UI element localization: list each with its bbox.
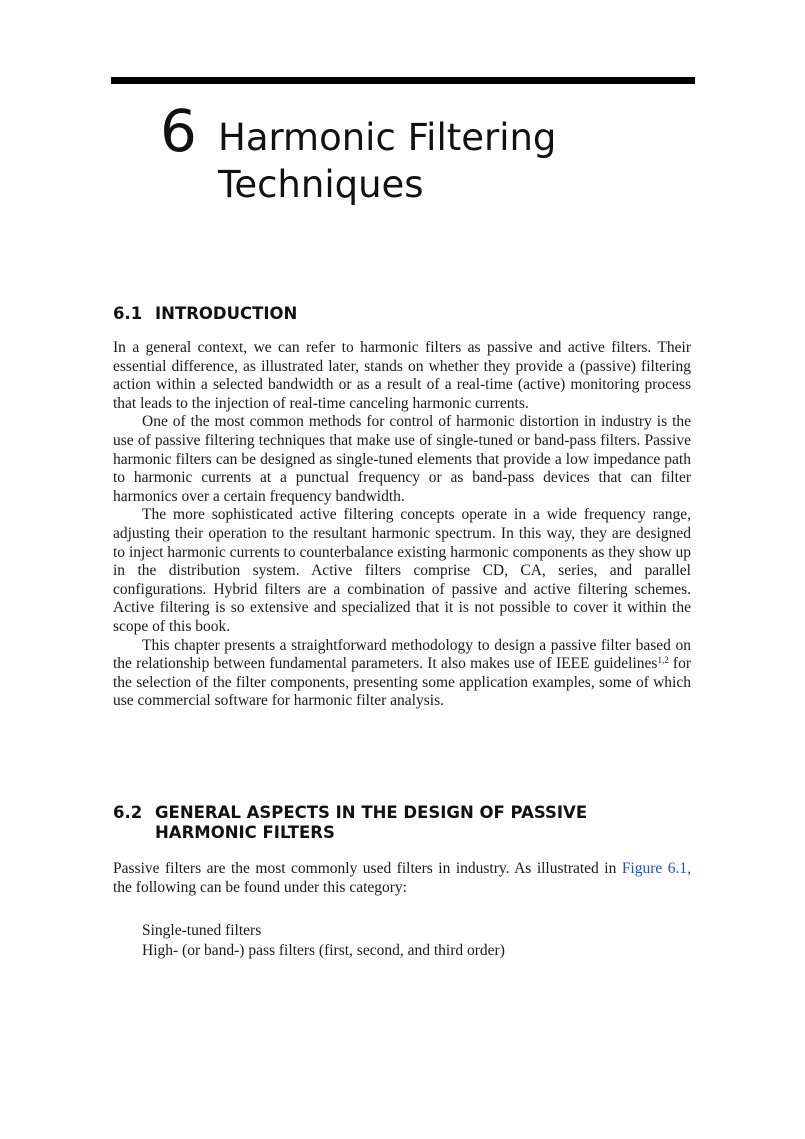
section-title-line1: GENERAL ASPECTS IN THE DESIGN OF PASSIVE	[155, 803, 588, 822]
paragraph: The more sophisticated active filtering concepts operate in a wide frequency range, adjusting their operation to the resultant harmonic spectrum. In this way, they are designed to inject harmonic currents to counterbalance existing harmonic components as they show up in the distribution system. Active filters comprise CD, CA, series, and parallel configurations. Hybrid filters are a combination of passive and active filtering schemes. Active filtering is so extensive and specialized that it is not possible to cover it within the scope of this book.	[113, 506, 691, 635]
section-body-general-aspects	[113, 860, 691, 897]
paragraph-text: Passive filters are the most commonly used filters in industry. As illustrated in	[113, 860, 622, 877]
list-item: High- (or band-) pass filters (first, second, and third order)	[142, 942, 505, 959]
chapter-number: 6	[160, 97, 197, 165]
filter-type-list	[142, 921, 505, 961]
paragraph-text: This chapter presents a straightforward methodology to design a passive filter based on the relationship between fundamental parameters. It also makes use of IEEE guidelines	[113, 636, 691, 673]
chapter-title	[218, 114, 556, 208]
paragraph	[113, 637, 691, 711]
chapter-top-rule	[111, 77, 695, 84]
paragraph: In a general context, we can refer to harmonic filters as passive and active filters. Their essential difference, as illustrated later, stands on whether they provide a (passive) filtering action within a selected bandwidth or as a result of a real-time (active) monitoring process that leads to the injection of real-time canceling harmonic currents.	[113, 339, 691, 412]
section-body-intro	[113, 339, 691, 711]
paragraph-text: for the selection of the filter components, presenting some application examples, some of which use commercial software for harmonic filter analysis.	[113, 655, 692, 710]
section-number: 6.2	[113, 803, 143, 822]
section-title-line2: HARMONIC FILTERS	[155, 823, 335, 842]
citation-superscript[interactable]: 1,2	[657, 655, 669, 666]
section-number: 6.1	[113, 304, 143, 323]
paragraph: One of the most common methods for control of harmonic distortion in industry is the use of passive filtering techniques that make use of single-tuned or band-pass filters. Passive harmonic filters can be designed as single-tuned elements that provide a low impedance path to harmonic currents at a punctual frequency or as band-pass devices that can filter harmonics over a certain frequency bandwidth.	[113, 413, 691, 505]
section-heading-intro	[113, 304, 297, 324]
paragraph	[113, 860, 691, 897]
chapter-title-line2: Techniques	[218, 163, 424, 206]
section-heading-general-aspects	[113, 803, 587, 843]
chapter-title-line1: Harmonic Filtering	[218, 116, 557, 159]
section-title: INTRODUCTION	[155, 304, 298, 323]
figure-link[interactable]: Figure 6.1,	[621, 860, 692, 877]
list-item: Single-tuned filters	[142, 922, 262, 939]
paragraph-text: the following can be found under this category:	[113, 878, 407, 896]
